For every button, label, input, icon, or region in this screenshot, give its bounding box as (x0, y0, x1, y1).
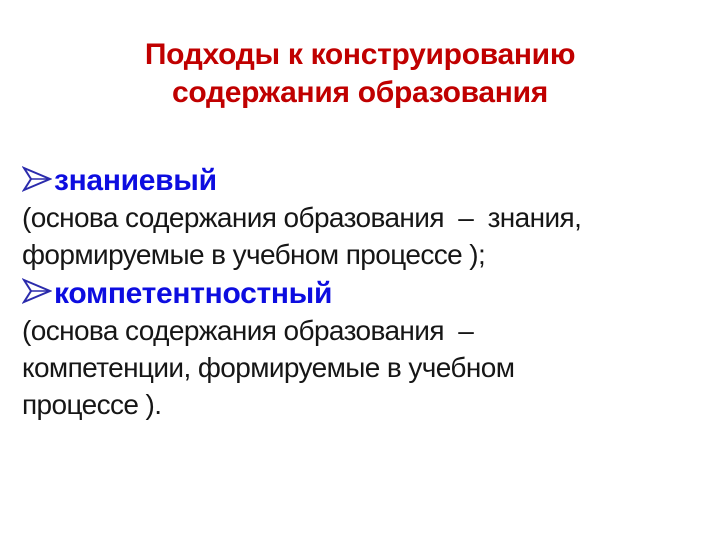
description-line: (основа содержания образования – (22, 314, 474, 346)
bullet-term: знаниевый (54, 164, 217, 197)
arrowhead-bullet-icon (22, 166, 52, 192)
description-line: процессе ). (22, 388, 162, 420)
description-line: компетенции, формируемые в учебном (22, 351, 515, 383)
bullet-description (22, 200, 704, 274)
bullet-term: компетентностный (54, 276, 333, 310)
arrowhead-bullet-icon (22, 278, 52, 304)
slide-title (0, 0, 720, 111)
slide-body (22, 161, 704, 424)
bullet-item-znanievyy (22, 161, 704, 200)
title-line-1: Подходы к конструированию (144, 38, 576, 71)
bullet-item-kompetentnostnyy (22, 274, 704, 313)
bullet-description (22, 313, 704, 424)
description-line: (основа содержания образования – знания, (22, 202, 582, 233)
title-line-2: содержания образования (172, 75, 548, 109)
description-line: формируемые в учебном процессе ); (22, 238, 486, 270)
